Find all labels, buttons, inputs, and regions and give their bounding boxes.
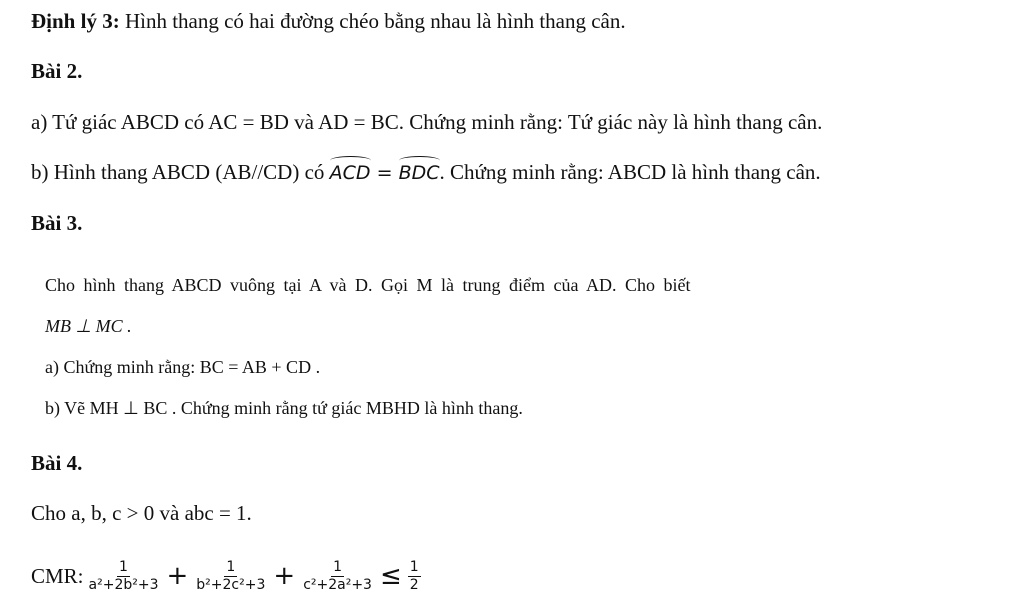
fraction-3-numerator: 1 (333, 558, 343, 575)
plus-sign-2: + (273, 561, 296, 591)
theorem-line (31, 8, 626, 34)
fraction-2-numerator: 1 (226, 558, 236, 575)
bai4-inequality (31, 552, 424, 600)
fraction-1 (87, 559, 161, 594)
bai3-part-b: b) Vẽ MH ⊥ BC . Chứng minh rằng tứ giác MBHD là hình thang. (45, 398, 523, 418)
bai3-part-a: a) Chứng minh rằng: BC = AB + CD . (45, 357, 321, 377)
bai4-title: Bài 4. (31, 451, 83, 475)
fraction-1-numerator: 1 (119, 558, 128, 575)
bai4-given: Cho a, b, c > 0 và abc = 1. (31, 501, 252, 525)
angle-acd: ACD (329, 162, 371, 184)
bai3-intro: Cho hình thang ABCD vuông tại A và D. Gọi M là trung điểm của AD. Cho biết (45, 275, 691, 295)
theorem-text: Hình thang có hai đường chéo bằng nhau là hình thang cân. (119, 9, 626, 33)
plus-sign-1: + (166, 561, 189, 591)
fraction-3 (301, 559, 374, 594)
bai2-title: Bài 2. (31, 59, 83, 83)
leq-sign: ≤ (379, 561, 402, 591)
bai2-b-suffix: . Chứng minh rằng: ABCD là hình thang cân. (439, 160, 821, 184)
bai2-b-prefix: b) Hình thang ABCD (AB//CD) có (31, 160, 330, 184)
fraction-rhs (408, 559, 421, 594)
fraction-1-denominator: a²+2b²+3 (88, 576, 159, 593)
fraction-rhs-denominator: 2 (409, 576, 419, 593)
fraction-2-denominator: b²+2c²+3 (196, 576, 266, 593)
theorem-label: Định lý 3: (31, 9, 120, 33)
fraction-2 (194, 559, 267, 594)
bai2-b-equals: = (370, 162, 399, 184)
fraction-3-denominator: c²+2a²+3 (303, 576, 372, 593)
bai3-title: Bài 3. (31, 211, 83, 235)
cmr-label: CMR: (31, 564, 84, 588)
bai3-intro-2: MB ⊥ MC . (45, 316, 132, 336)
bai2-part-b (31, 159, 821, 186)
bai2-part-a: a) Tứ giác ABCD có AC = BD và AD = BC. Chứng minh rằng: Tứ giác này là hình thang cân. (31, 110, 823, 134)
fraction-rhs-numerator: 1 (409, 558, 419, 575)
angle-bdc: BDC (398, 162, 440, 184)
